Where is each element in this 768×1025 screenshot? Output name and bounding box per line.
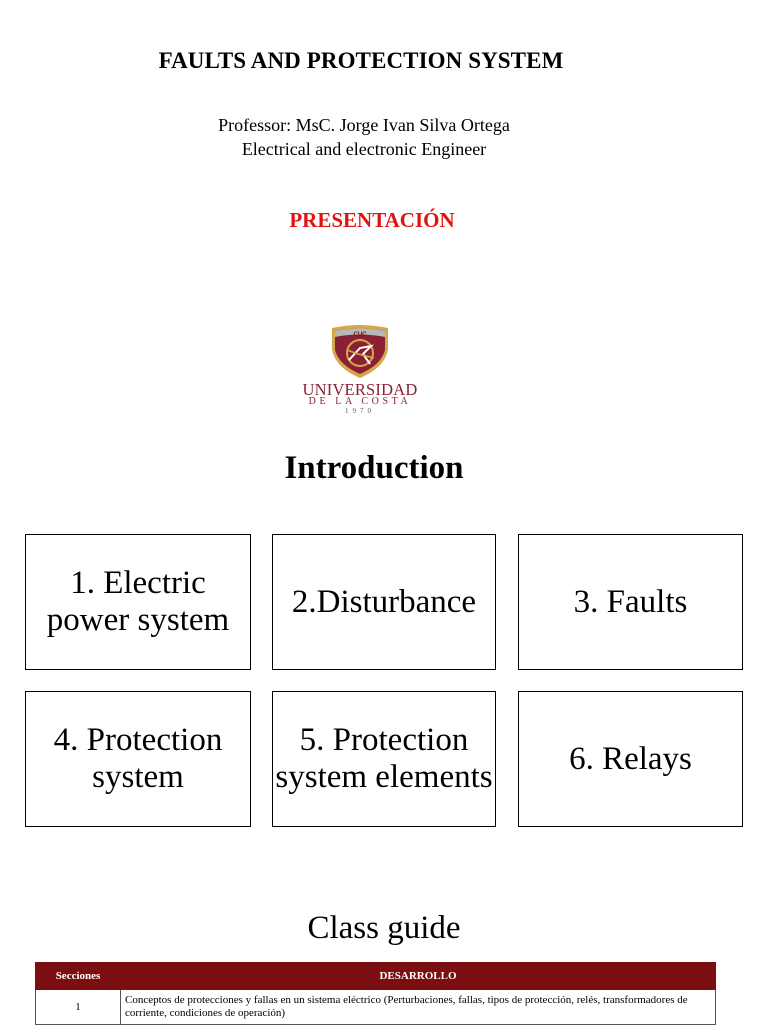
topic-label: 3. Faults xyxy=(573,583,688,620)
professor-role: Electrical and electronic Engineer xyxy=(241,139,487,159)
logo-name: UNIVERSIDAD xyxy=(302,380,418,399)
class-guide-table xyxy=(35,962,716,1025)
presentation-label: PRESENTACIÓN xyxy=(289,208,455,232)
class-guide-heading: Class guide xyxy=(307,910,461,946)
logo-subname: DE LA COSTA xyxy=(308,396,412,407)
topic-label: 2.Disturbance xyxy=(291,583,477,620)
university-logo xyxy=(300,320,420,420)
topic-box-1 xyxy=(25,534,251,670)
section-description: Conceptos de protecciones y fallas en un sistema eléctrico (Perturbaciones, fallas, tipos de protección, relés, transformadores de corriente, condiciones de operación) xyxy=(121,990,716,1025)
topic-label: 4. Protection system xyxy=(53,722,223,795)
topic-box-2 xyxy=(272,534,496,670)
topic-box-3 xyxy=(518,534,743,670)
table-header-row xyxy=(36,963,716,990)
section-number: 1 xyxy=(36,990,121,1025)
introduction-heading: Introduction xyxy=(284,450,464,486)
topic-label: 5. Protection system elements xyxy=(275,722,493,795)
topic-box-6 xyxy=(518,691,743,827)
professor-info xyxy=(0,113,728,161)
column-header-secciones: Secciones xyxy=(36,963,121,990)
topic-box-5 xyxy=(272,691,496,827)
table-row xyxy=(36,990,716,1025)
badge-text: CUC xyxy=(353,332,367,338)
professor-name: Professor: MsC. Jorge Ivan Silva Ortega xyxy=(218,115,510,135)
university-shield-icon xyxy=(300,320,420,380)
logo-year: 1970 xyxy=(345,407,375,415)
topic-box-4 xyxy=(25,691,251,827)
topic-label: 1. Electric power system xyxy=(46,565,230,638)
topic-label: 6. Relays xyxy=(569,740,692,777)
document-title: FAULTS AND PROTECTION SYSTEM xyxy=(158,48,564,73)
column-header-desarrollo: DESARROLLO xyxy=(121,963,716,990)
